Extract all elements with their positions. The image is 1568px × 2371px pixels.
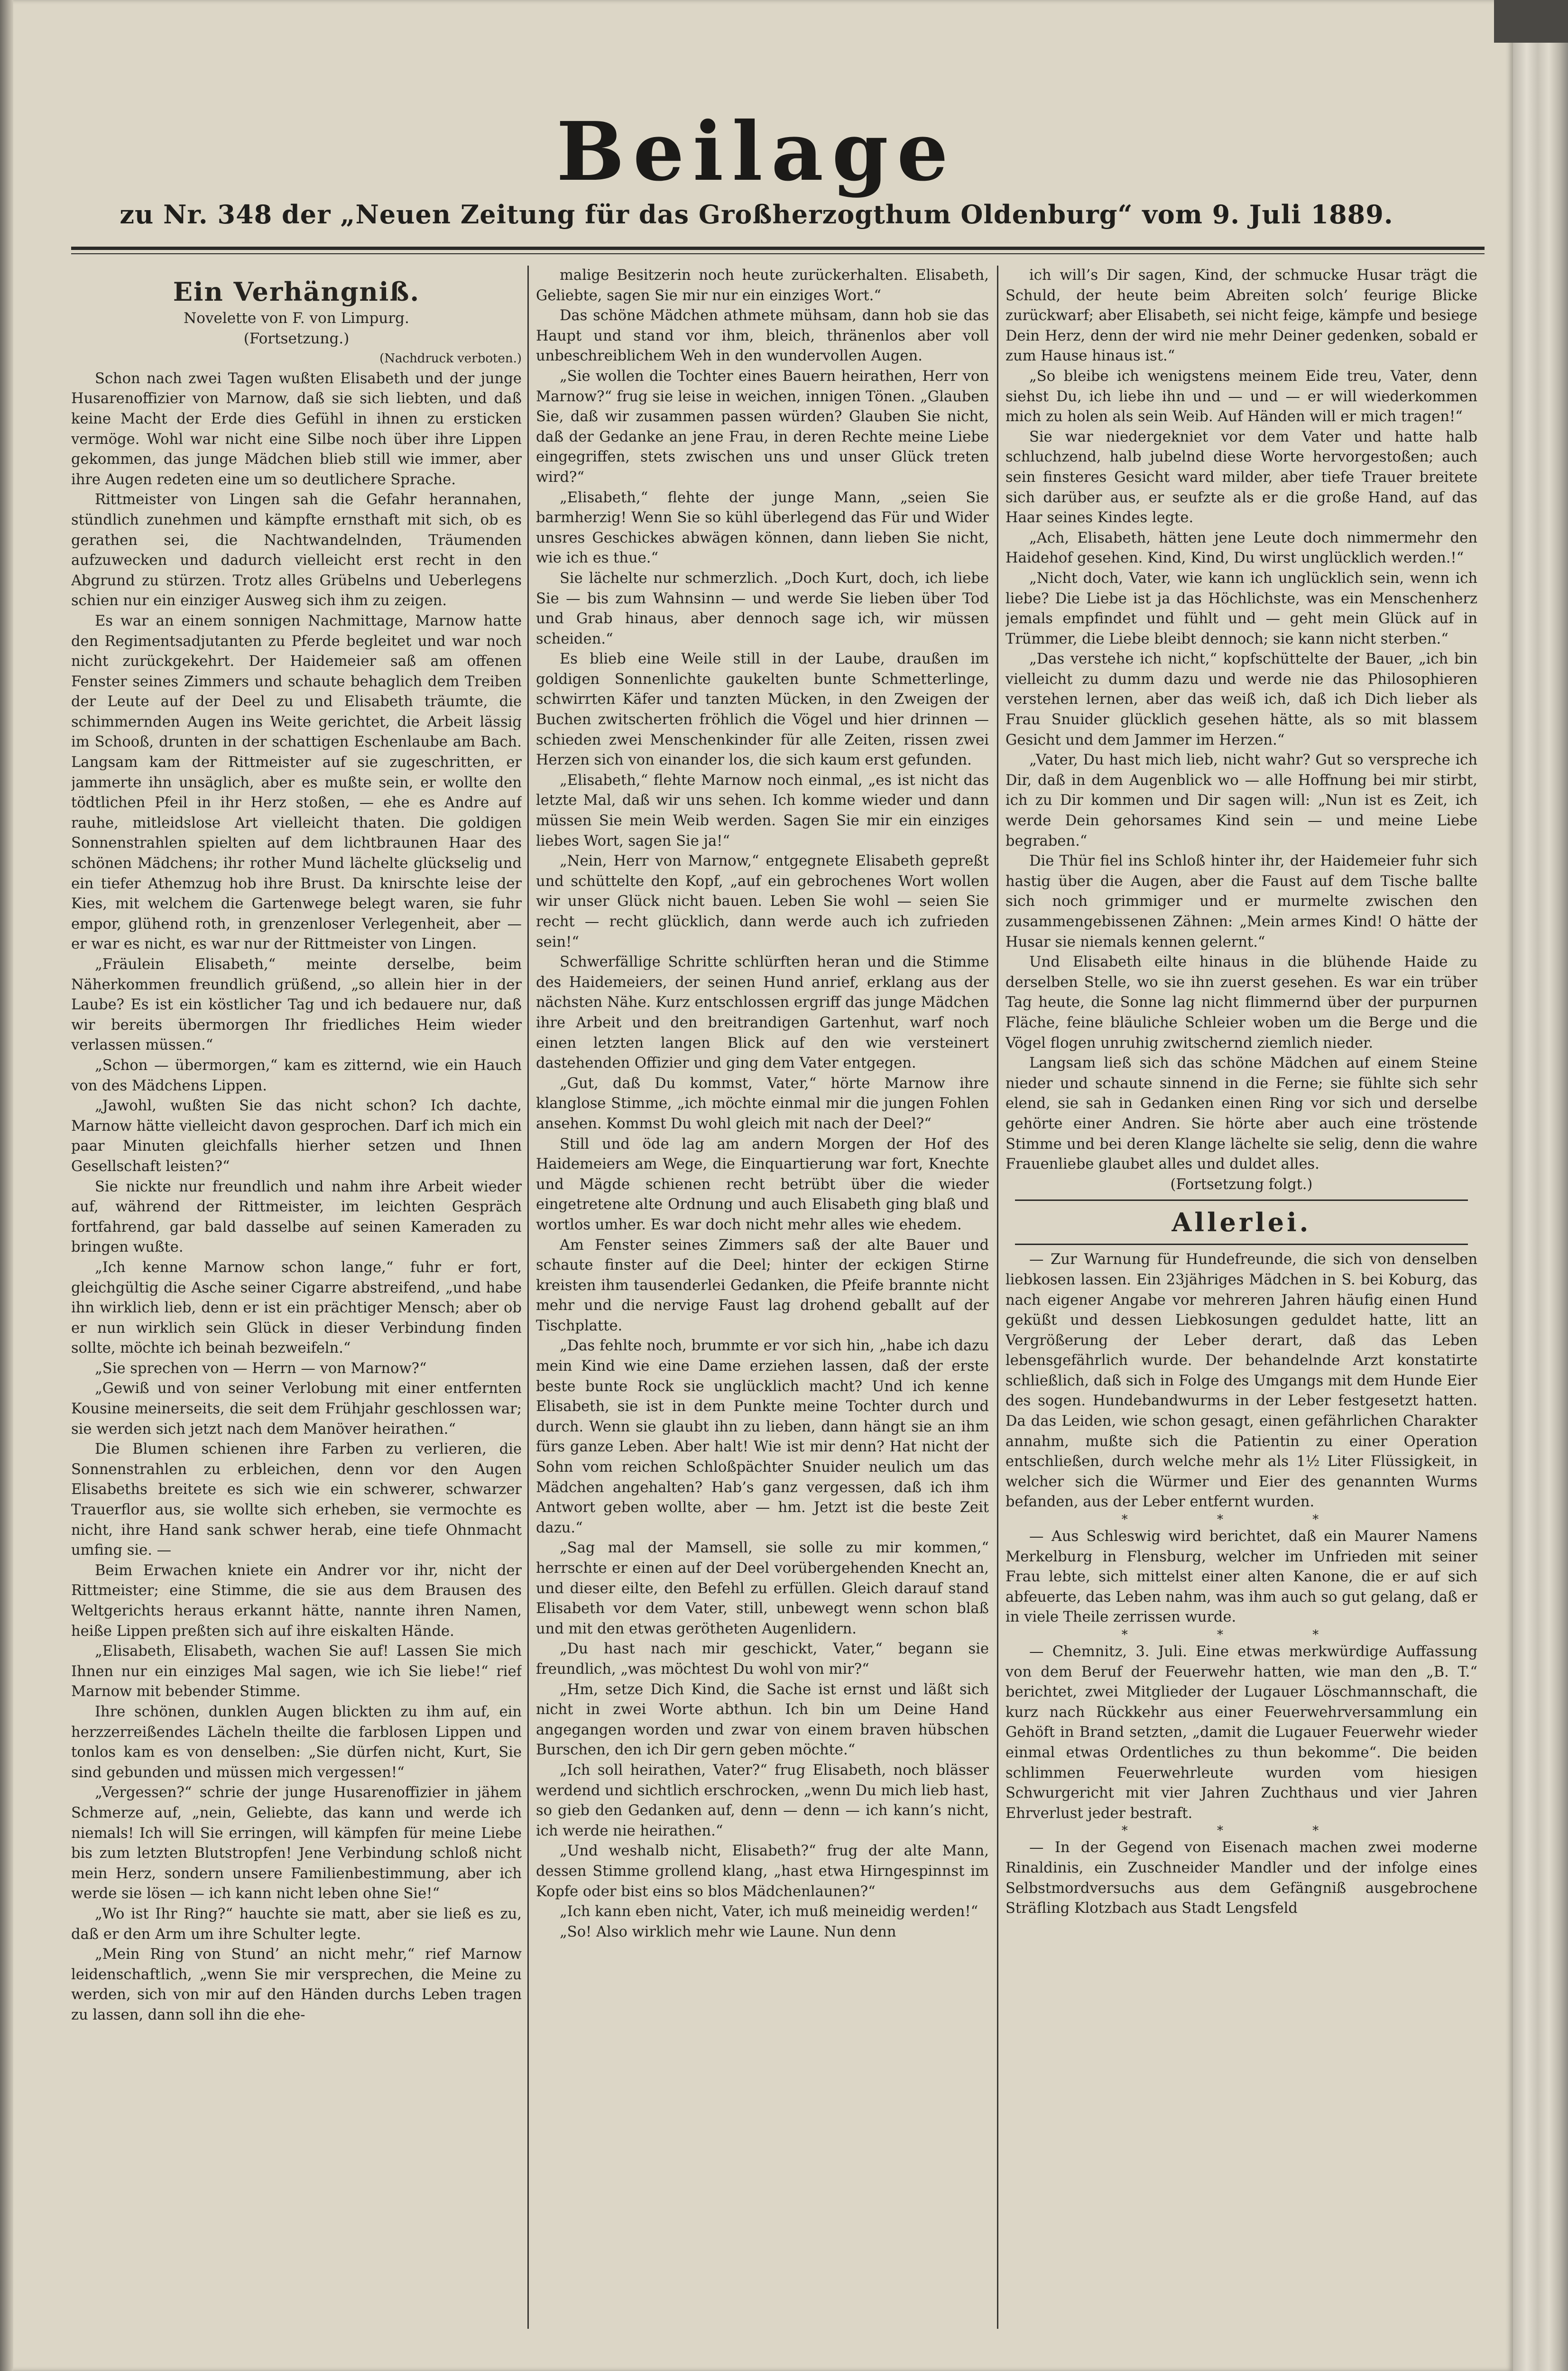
paragraph: „Hm, setze Dich Kind, die Sache ist ernst und läßt sich nicht in zwei Worte abthun. Ich bin um Deine Hand angegangen worden und zwar von einem braven hübschen Burschen, den ich Dir gern geben möchte.“	[536, 1681, 989, 1759]
paragraph: „Und weshalb nicht, Elisabeth?“ frug der alte Mann, dessen Stimme grollend klang, „hast etwa Hirngespinnst im Kopfe oder bist eins so blos Mädchenlaunen?“	[536, 1843, 989, 1900]
section-title: Allerlei.	[1171, 1207, 1311, 1238]
news-item: — Aus Schleswig wird berichtet, daß ein Maurer Namens Merkelburg in Flensburg, welcher im Unfrieden mit seiner Frau lebte, sich mittelst einer alten Kanone, die er auf sich abfeuerte, das Leben nahm, was ihm auch so gut gelang, daß er in viele Theile zerrissen wurde.	[1005, 1528, 1477, 1626]
paragraph: „Sie sprechen von — Herrn — von Marnow?“	[95, 1360, 427, 1377]
paragraph: „So! Also wirklich mehr wie Laune. Nun denn	[560, 1923, 896, 1940]
masthead-rule	[71, 247, 1485, 250]
paragraph: Langsam ließ sich das schöne Mädchen auf einem Steine nieder und schaute sinnend in die Ferne; sie fühlte sich sehr elend, sie sah in Gedanken einen Ring vor sich und derselbe gehörte einer Andren. Sie hörte aber auch eine tröstende Stimme und bei deren Klange lächelte sie selig, denn die wahre Frauenliebe glaubet alles und duldet alles.	[1005, 1055, 1477, 1173]
paragraph: Am Fenster seines Zimmers saß der alte Bauer und schaute finster auf die Deel; hinter der eckigen Stirne kreisten ihm tausenderlei Gedanken, die Pfeife brannte nicht mehr und die nervige Faust lag drohend geballt auf der Tischplatte.	[536, 1236, 989, 1334]
story-title: Ein Verhängniß.	[173, 277, 420, 307]
paragraph: „So bleibe ich wenigstens meinem Eide treu, Vater, denn siehst Du, ich liebe ihn und — und — er will wiederkommen mich zu holen als sein Weib. Auf Händen will er mich tragen!“	[1005, 368, 1477, 425]
paragraph: Rittmeister von Lingen sah die Gefahr herannahen, stündlich zunehmen und kämpfte ernsthaft mit sich, ob es gerathen sei, die Nachtwandelnden, Träumenden aufzuwecken und dadurch vielleicht erst recht in den Abgrund zu stürzen. Trotz alles Grübelns und Ueberlegens schien nur ein einziger Ausweg sich ihm zu zeigen.	[71, 491, 522, 609]
page-stack-edge	[1513, 43, 1568, 2371]
story-continuation: (Fortsetzung.)	[243, 330, 350, 347]
news-item: — In der Gegend von Eisenach machen zwei moderne Rinaldinis, ein Zuschneider Mandler und der infolge eines Selbstmordversuchs aus dem Gefängniß ausgebrochene Sträfling Klotzbach aus Stadt Lengsfeld	[1005, 1839, 1477, 1917]
column-divider	[527, 266, 529, 2329]
paragraph: Sie nickte nur freundlich und nahm ihre Arbeit wieder auf, während der Rittmeister, im leichten Gespräch fortfahrend, gar bald dasselbe auf seinen Kameraden zu bringen wußte.	[71, 1178, 522, 1256]
paragraph: „Elisabeth, Elisabeth, wachen Sie auf! Lassen Sie mich Ihnen nur ein einziges Mal sagen, wie ich Sie liebe!“ rief Marnow mit bebender Stimme.	[71, 1643, 522, 1700]
paragraph: Sie war niedergekniet vor dem Vater und hatte halb schluchzend, halb jubelnd diese Worte hervorgestoßen; auch sein finsteres Gesicht ward milder, aber tiefe Trauer breitete sich darüber aus, er seufzte als er die große Hand, auf das Haar seines Kindes legte.	[1005, 428, 1477, 526]
paragraph: „Gut, daß Du kommst, Vater,“ hörte Marnow ihre klanglose Stimme, „ich möchte einmal mir die jungen Fohlen ansehen. Kommst Du wohl gleich mit nach der Deel?“	[536, 1075, 989, 1132]
paragraph: „Elisabeth,“ flehte der junge Mann, „seien Sie barmherzig! Wenn Sie so kühl überlegend das Für und Wider unsres Geschickes abwägen können, dann lieben Sie nicht, wie ich es thue.“	[536, 489, 989, 567]
column-3-story-body	[1005, 266, 1477, 1175]
column-divider	[997, 266, 998, 2329]
paragraph: Beim Erwachen kniete ein Andrer vor ihr, nicht der Rittmeister; eine Stimme, die sie aus dem Brausen des Weltgerichts heraus erkannt hätte, nannte ihren Namen, heiße Lippen preßten sich auf ihre eiskalten Hände.	[71, 1562, 522, 1640]
paragraph: „Nicht doch, Vater, wie kann ich unglücklich sein, wenn ich liebe? Die Liebe ist ja das Höchlichste, was ein Menschenherz jemals empfindet und fühlt und — geht mein Glück auf in Trümmer, die Liebe bleibt dennoch; sie kann nicht sterben.“	[1005, 570, 1477, 647]
paragraph: „Ich soll heirathen, Vater?“ frug Elisabeth, noch blässer werdend und sichtlich erschrocken, „wenn Du mich lieb hast, so gieb den Gedanken auf, denn — denn — ich kann’s nicht, ich werde nie heirathen.“	[536, 1762, 989, 1839]
paragraph: „Sag mal der Mamsell, sie solle zu mir kommen,“ herrschte er einen auf der Deel vorübergehenden Knecht an, und dieser eilte, den Befehl zu erfüllen. Gleich darauf stand Elisabeth vor dem Vater, still, unbewegt wenn schon blaß und mit den etwas gerötheten Augenlidern.	[536, 1540, 989, 1637]
paragraph: „Ich kann eben nicht, Vater, ich muß meineidig werden!“	[560, 1903, 978, 1920]
story-end-note: (Fortsetzung folgt.)	[1170, 1176, 1313, 1193]
section-rule	[1015, 1199, 1468, 1201]
paragraph: ich will’s Dir sagen, Kind, der schmucke Husar trägt die Schuld, der heute beim Abreiten solch’ feurige Blicke zurückwarf; aber Elisabeth, sei nicht feige, kämpfe und besiege Dein Herz, denn der wird nie mehr Deiner gedenken, sobald er zum Hause hinaus ist.“	[1005, 267, 1477, 365]
paragraph: „Schon — übermorgen,“ kam es zitternd, wie ein Hauch von des Mädchens Lippen.	[71, 1057, 522, 1094]
masthead-rule-thin	[71, 253, 1485, 254]
paragraph: „Jawohl, wußten Sie das nicht schon? Ich dachte, Marnow hätte vielleicht davon gesprochen. Darf ich mich ein paar Minuten gleichfalls hierher setzen und Ihnen Gesellschaft leisten?“	[71, 1098, 522, 1175]
paragraph: Still und öde lag am andern Morgen der Hof des Haidemeiers am Wege, die Einquartierung war fort, Knechte und Mägde schienen recht betrübt über die wieder eingetretene alte Ordnung und auch Elisabeth ging blaß und wortlos umher. Es war doch nicht mehr alles wie ehedem.	[536, 1135, 989, 1233]
paragraph: Schon nach zwei Tagen wußten Elisabeth und der junge Husarenoffizier von Marnow, daß sie sich liebten, und daß keine Macht der Erde dies Gefühl in ihnen zu ersticken vermöge. Wohl war nicht eine Silbe noch über ihre Lippen gekommen, das junge Mädchen blieb still wie immer, aber ihre Augen redeten eine um so deutlichere Sprache.	[71, 370, 522, 488]
reprint-note: (Nachdruck verboten.)	[379, 351, 522, 366]
paragraph: Es war an einem sonnigen Nachmittage, Marnow hatte den Regimentsadjutanten zu Pferde begleitet und war noch nicht zurückgekehrt. Der Haidemeier saß am offenen Fenster seines Zimmers und schaute behaglich dem Treiben der Leute auf der Deel zu und Elisabeth träumte, die schimmernden Augen ins Weite gerichtet, die Arbeit lässig im Schooß, drunten in der schattigen Eschenlaube am Bach. Langsam kam der Rittmeister auf sie zugeschritten, er jammerte ihn unsäglich, aber es mußte sein, er wollte den tödtlichen Pfeil in ihr Herz stoßen, — ehe es Andre auf rauhe, mitleidslose Art vielleicht thaten. Die goldigen Sonnenstrahlen spielten auf dem lichtbraunen Haar des schönen Mädchens; ihr rother Mund lächelte glückselig und ein tiefer Athemzug hob ihre Brust. Da knirschte leise der Kies, mit welchem die Gartenwege belegt waren, sie fuhr empor, glühend roth, in grenzenloser Verlegenheit, aber — er war es nicht, es war nur der Rittmeister von Lingen.	[71, 612, 522, 953]
paragraph: „Mein Ring von Stund’ an nicht mehr,“ rief Marnow leidenschaftlich, „wenn Sie mir versprechen, die Meine zu werden, sich von mir auf den Händen durchs Leben tragen zu lassen, dann soll ihn die ehe-	[71, 1946, 522, 2023]
paragraph: Und Elisabeth eilte hinaus in die blühende Haide zu derselben Stelle, wo sie ihn zuerst gesehen. Es war ein trüber Tag heute, die Sonne lag nicht flimmernd über der purpurnen Fläche, feine bläuliche Schleier woben um die Berge und die Vögel flogen unruhig zwitschernd ziemlich nieder.	[1005, 954, 1477, 1052]
item-separator: * * *	[1121, 1628, 1362, 1642]
story-byline: Novelette von F. von Limpurg.	[184, 310, 409, 327]
paragraph: „Gewiß und von seiner Verlobung mit einer entfernten Kousine meinerseits, die seit dem Frühjahr geschlossen war; sie werden sich jetzt nach dem Manöver heirathen.“	[71, 1380, 522, 1438]
item-separator: * * *	[1121, 1824, 1362, 1838]
paragraph: „Nein, Herr von Marnow,“ entgegnete Elisabeth gepreßt und schüttelte den Kopf, „auf ein gebrochenes Wort wollen wir unser Glück nicht bauen. Leben Sie wohl — seien Sie recht — recht glücklich, dann werde auch ich zufrieden sein!“	[536, 853, 989, 950]
paragraph: malige Besitzerin noch heute zurückerhalten. Elisabeth, Geliebte, sagen Sie mir nur ein einziges Wort.“	[536, 267, 989, 304]
column-1	[71, 266, 522, 2334]
masthead-subtitle: zu Nr. 348 der „Neuen Zeitung für das Großherzogthum Oldenburg“ vom 9. Juli 1889.	[120, 199, 1393, 230]
paragraph: Ihre schönen, dunklen Augen blickten zu ihm auf, ein herzzerreißendes Lächeln theilte die farblosen Lippen und tonlos kam es von denselben: „Sie dürfen nicht, Kurt, Sie sind gebunden und müssen mich vergessen!“	[71, 1703, 522, 1781]
paragraph: „Das fehlte noch, brummte er vor sich hin, „habe ich dazu mein Kind wie eine Dame erziehen lassen, daß der erste beste bunte Rock sie unglücklich macht? Und ich kenne Elisabeth, sie ist in dem Punkte meine Tochter durch und durch. Wenn sie glaubt ihn zu lieben, dann hängt sie an ihm fürs ganze Leben. Aber halt! Wie ist mir denn? Hat nicht der Sohn vom reichen Schloßpächter Snuider neulich um das Mädchen angehalten? Hab’s ganz vergessen, daß ich ihm Antwort geben wollte, aber — hm. Jetzt ist die beste Zeit dazu.“	[536, 1338, 989, 1536]
paragraph: Sie lächelte nur schmerzlich. „Doch Kurt, doch, ich liebe Sie — bis zum Wahnsinn — und werde Sie lieben über Tod und Grab hinaus, aber dennoch sage ich, wir müssen scheiden.“	[536, 570, 989, 647]
binding-shadow	[0, 0, 13, 2371]
paragraph: „Wo ist Ihr Ring?“ hauchte sie matt, aber sie ließ es zu, daß er den Arm um ihre Schulter legte.	[71, 1905, 522, 1943]
background-corner	[1494, 0, 1568, 43]
paragraph: Die Thür fiel ins Schloß hinter ihr, der Haidemeier fuhr sich hastig über die Augen, aber die Faust auf dem Tische ballte sich noch grimmiger und er murmelte zwischen den zusammengebissenen Zähnen: „Mein armes Kind! O hätte der Husar sie niemals kennen gelernt.“	[1005, 853, 1477, 950]
paragraph: Die Blumen schienen ihre Farben zu verlieren, die Sonnenstrahlen zu erbleichen, denn vor den Augen Elisabeths breitete es sich wie ein schwerer, schwarzer Trauerflor aus, sie wollte sich erheben, sie vermochte es nicht, ihre Hand sank schwer herab, eine tiefe Ohnmacht umfing sie. —	[71, 1441, 522, 1559]
paragraph: „Vergessen?“ schrie der junge Husarenoffizier in jähem Schmerze auf, „nein, Geliebte, das kann und werde ich niemals! Ich will Sie erringen, will kämpfen für meine Liebe bis zum letzten Blutstropfen! Jene Verbindung schloß nicht mein Herz, sondern unsere Familienbestimmung, aber ich werde sie lösen — ich kann nicht leben ohne Sie!“	[71, 1784, 522, 1902]
paragraph: Das schöne Mädchen athmete mühsam, dann hob sie das Haupt und stand vor ihm, bleich, thränenlos aber voll unbeschreiblichem Weh in den wundervollen Augen.	[536, 307, 989, 365]
paragraph: „Vater, Du hast mich lieb, nicht wahr? Gut so verspreche ich Dir, daß in dem Augenblick wo — alle Hoffnung bei mir stirbt, ich zu Dir kommen und Dir sagen will: „Nun ist es Zeit, ich werde Dein gehorsames Kind sein — und meine Liebe begraben.“	[1005, 752, 1477, 849]
section-rule	[1015, 1244, 1468, 1245]
paragraph: „Fräulein Elisabeth,“ meinte derselbe, beim Näherkommen freundlich grüßend, „so allein hier in der Laube? Es ist ein köstlicher Tag und ich bedauere nur, daß wir bereits übermorgen Ihr friedliches Heim wieder verlassen müssen.“	[71, 956, 522, 1054]
item-separator: * * *	[1121, 1513, 1362, 1527]
column-3	[1005, 266, 1477, 2334]
miscellany-body	[1005, 1250, 1477, 1919]
news-item: — Chemnitz, 3. Juli. Eine etwas merkwürdige Auffassung von dem Beruf der Feuerwehr hatten, wie man den „B. T.“ berichtet, zwei Mitglieder der Lugauer Löschmannschaft, die kurz nach Rückkehr aus einer Feuerwehrversammlung ein Gehöft in Brand setzten, „damit die Lugauer Feuerwehr wieder einmal etwas Ordentliches zu thun bekomme“. Die beiden schlimmen Feuerwehrleute wurden vom hiesigen Schwurgericht mit vier Jahren Zuchthaus und vier Jahren Ehrverlust jeder bestraft.	[1005, 1643, 1477, 1822]
paragraph: „Ich kenne Marnow schon lange,“ fuhr er fort, gleichgültig die Asche seiner Cigarre abstreifend, „und habe ihn wirklich lieb, denn er ist ein prächtiger Mensch; aber ob er nun wirklich sein Glück in dieser Verbindung finden sollte, möchte ich beinah bezweifeln.“	[71, 1259, 522, 1357]
masthead-title: Beilage	[556, 104, 957, 199]
column-2	[536, 266, 989, 2334]
paragraph: „Du hast nach mir geschickt, Vater,“ begann sie freundlich, „was möchtest Du wohl von mir?“	[536, 1641, 989, 1678]
column-1-body	[71, 369, 522, 2026]
paragraph: „Ach, Elisabeth, hätten jene Leute doch nimmermehr den Haidehof gesehen. Kind, Kind, Du wirst unglücklich werden.!“	[1005, 529, 1477, 567]
column-2-body	[536, 266, 989, 1942]
paragraph: Es blieb eine Weile still in der Laube, draußen im goldigen Sonnenlichte gaukelten bunte Schmetterlinge, schwirrten Käfer und tanzten Mücken, in den Zweigen der Buchen zwitscherten fröhlich die Vögel und hier drinnen — schieden zwei Menschenkinder für alle Zeiten, rissen zwei Herzen sich von einander los, die sich kaum erst gefunden.	[536, 651, 989, 769]
paragraph: „Elisabeth,“ flehte Marnow noch einmal, „es ist nicht das letzte Mal, daß wir uns sehen. Ich komme wieder und dann müssen Sie mein Weib werden. Sagen Sie mir ein einziges liebes Wort, sagen Sie ja!“	[536, 772, 989, 849]
paragraph: Schwerfällige Schritte schlürften heran und die Stimme des Haidemeiers, der seinen Hund anrief, erklang aus der nächsten Nähe. Kurz entschlossen ergriff das junge Mädchen ihre Arbeit und den breitrandigen Gartenhut, warf noch einen letzten langen Blick auf den wie versteinert dastehenden Offizier und ging dem Vater entgegen.	[536, 954, 989, 1072]
paragraph: „Sie wollen die Tochter eines Bauern heirathen, Herr von Marnow?“ frug sie leise in weichen, innigen Tönen. „Glauben Sie, daß wir zusammen passen würden? Glauben Sie nicht, daß der Gedanke an jene Frau, in deren Rechte meine Liebe eingegriffen, stets zwischen uns und unser Glück treten wird?“	[536, 368, 989, 486]
paragraph: „Das verstehe ich nicht,“ kopfschüttelte der Bauer, „ich bin vielleicht zu dumm dazu und werde nie das Philosophieren verstehen lernen, aber das weiß ich, daß ich Dich lieber als Frau Snuider glücklich gesehen hätte, als so mit blassem Gesicht und dem Jammer im Herzen.“	[1005, 651, 1477, 748]
news-item: — Zur Warnung für Hundefreunde, die sich von denselben liebkosen lassen. Ein 23jähriges Mädchen in S. bei Koburg, das nach eigener Angabe vor mehreren Jahren häufig einen Hund geküßt und dessen Liebkosungen geduldet hatte, litt an Vergrößerung der Leber derart, daß das Leben lebensgefährlich wurde. Der behandelnde Arzt konstatirte schließlich, daß sich in Folge des Umgangs mit dem Hunde Eier des sogen. Hundebandwurms in der Leber festgesetzt hatten. Da das Leiden, wie schon gesagt, einen gefährlichen Charakter annahm, mußte sich die Patientin zu einer Operation entschließen, durch welche mehr als 1½ Liter Flüssigkeit, in welcher sich die Würmer und Eier des genannten Wurms befanden, aus der Leber entfernt wurden.	[1005, 1251, 1477, 1511]
